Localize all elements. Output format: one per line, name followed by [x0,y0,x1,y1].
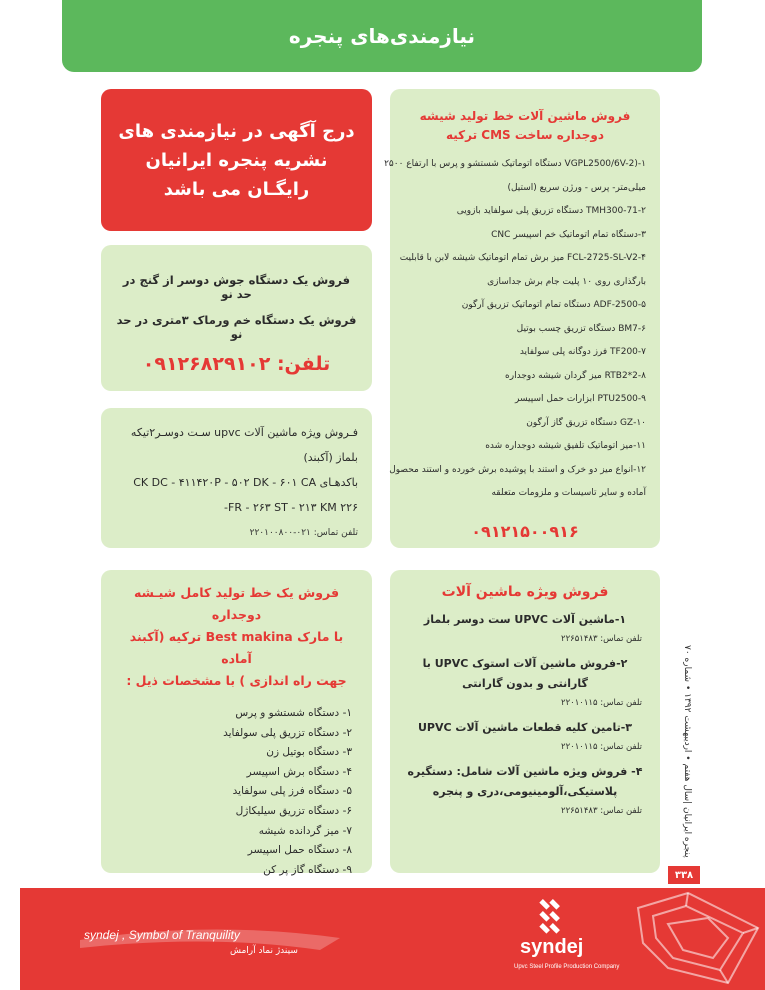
ad-contact: تلفن تماس: ۲۲۰۱۰۱۱۵ [561,742,642,752]
ad-item-list [115,704,358,880]
list-item: میلی‌متر- پرس - ورژن سریع (استیل) [507,182,646,193]
list-item: آماده و سایر تاسیسات و ملزومات متعلقه [491,488,646,498]
ad-contact: تلفن تماس: ۲۲۶۵۱۴۸۳ [561,634,642,644]
list-item: ۱- دستگاه شستشو و پرس [235,707,352,719]
list-item: ۱۲-انواع میز دو خرک و استند با پوشیده برش خورده و استند محصول [389,464,646,475]
list-item: ۲-TMH300-71 دستگاه تزریق پلی سولفاید بازویی [456,206,646,216]
list-item: ۷-TF200 فرز دوگانه پلی سولفاید [519,347,646,357]
list-item: ۴-FCL-2725-SL-V2 میز برش تمام اتوماتیک شیشه لابن با قابلیت [399,253,646,263]
ad-contact: تلفن تماس: ۲۲۶۵۱۴۸۳ [561,806,642,816]
ad-line: فـروش ویژه ماشین آلات upvc سـت دوسـر۲تیکه [130,426,358,439]
ad-special-machines [390,570,660,873]
ad-item-list [384,153,646,506]
ad-item: ۳-تامین کلیه قطعات ماشین آلات UPVC [417,721,632,734]
list-item: ۵-ADF-2500 دستگاه تمام اتوماتیک تزریق آرگون [461,300,646,310]
ad-line: ۲۲۶ FR - ۲۶۳ ST - ۲۱۳ KM- [224,501,358,514]
ad-contact: تلفن تماس: ۰۲۱-۲۲۰۱۰۰۸۰۰ [249,528,358,538]
ad-item: ۲-فروش ماشین آلات استوک UPVC با گارانتی و بدون گارانتی [422,657,628,690]
footer-slogan-fa: سیندژ نماد آرامش [230,946,298,956]
list-item: ۷- میز گردانده شیشه [258,824,352,837]
ad-item: ۴- فروش ویژه ماشین آلات شامل: دستگیره پلاستیکی،آلومینیومی،دری و پنجره [407,765,643,798]
ad-item: ۱-ماشین آلات UPVC ست دوسر بلماز [423,613,627,626]
logo-wordmark: syndej [520,936,584,958]
section-header [62,0,702,72]
ad-title: فروش یک خط تولید کامل شیـشه دوجداره [134,585,339,622]
list-item: ۶-BM7 دستگاه تزریق چسب بوتیل [516,323,646,334]
ad-phone: تلفن: ۰۹۱۲۶۸۲۹۱۰۲ [142,353,331,375]
ad-title: فروش ماشین آلات خط تولید شیشه [419,109,631,123]
free-ad-line: رایگـان می باشد [163,178,310,200]
ad-line: بلماز (آکبند) [303,451,358,464]
ad-dual-head [101,408,372,548]
ad-title: با مارک Best makina ترکیه (آکبند آماده [129,629,344,666]
ad-title: فروش ویژه ماشین آلات [441,584,609,600]
list-item: ۱۰-GZ دستگاه تزریق گاز آرگون [526,417,646,428]
list-item: ۱۱-میز اتوماتیک تلفیق شیشه دوجداره شده [485,441,646,451]
ad-title: جهت راه اندازی ) با مشخصات ذیل : [126,673,347,688]
list-item: ۵- دستگاه فرز پلی سولفاید [232,785,352,798]
list-item: ۴- دستگاه برش اسپیسر [246,765,352,778]
list-item: ۳-دستگاه تمام اتوماتیک خم اسپیسر CNC [491,229,646,240]
free-ad-line: نشریه پنجره ایرانیان [145,149,328,171]
ad-welding [101,245,372,391]
logo-tagline: Upvc Steel Profile Production Company [514,964,620,970]
list-item: ۸- دستگاه حمل اسپیسر [247,844,352,857]
list-item: ۹-PTU2500 ابزارات حمل اسپیسر [515,394,646,404]
profile-cross-section-icon [628,888,765,990]
page-number: ۳۳۸ [668,866,700,884]
list-item: ۳- دستگاه بوتیل زن [266,746,352,759]
ad-line: باکدهـای CK DC - ۴۱۱۴۲۰P - ۵۰۲ DK - ۶۰۱ CA [133,476,358,489]
list-item: ۱-(VGPL2500/6V-2 دستگاه اتوماتیک شستشو و پرس با ارتفاع ۲۵۰۰ [384,159,646,169]
ad-line: فروش یک دستگاه جوش دوسر از گنج در حد نو [122,273,351,301]
list-item: ۸-RTB2*2 میز گردان شیشه دوجداره [505,370,646,381]
list-item: بارگذاری روی ۱۰ پلیت جام برش جداسازی [487,276,646,287]
list-item: ۲- دستگاه تزریق پلی سولفاید [223,726,352,739]
ad-line: فروش یک دستگاه خم ورماک ۳متری در حد نو [116,313,357,341]
ad-phone: ۰۹۱۲۱۵۰۰۹۱۶ [471,521,579,541]
list-item: ۹- دستگاه گاز پر کن [263,863,352,876]
ad-glass-line [384,89,660,548]
ad-contact: تلفن تماس: ۲۲۰۱۰۱۱۵ [561,698,642,708]
footer-slogan: syndej , Symbol of Tranquility [84,928,240,942]
ad-best-makina [101,570,372,876]
ad-title: دوجداره ساخت CMS ترکیه [445,128,605,142]
footer-banner [20,888,765,990]
free-ad-line: درج آگهی در نیازمندی های [118,120,355,142]
list-item: ۶- دستگاه تزریق سیلیکاژل [235,804,352,817]
issue-info: پنجره ایرانیان |سال هفتم • اردیبهشت ۱۳۹۲ • شماره ۷۰ [682,644,692,858]
free-ad-notice [101,89,372,231]
section-title: نیازمندی‌های پنجره [288,24,476,48]
